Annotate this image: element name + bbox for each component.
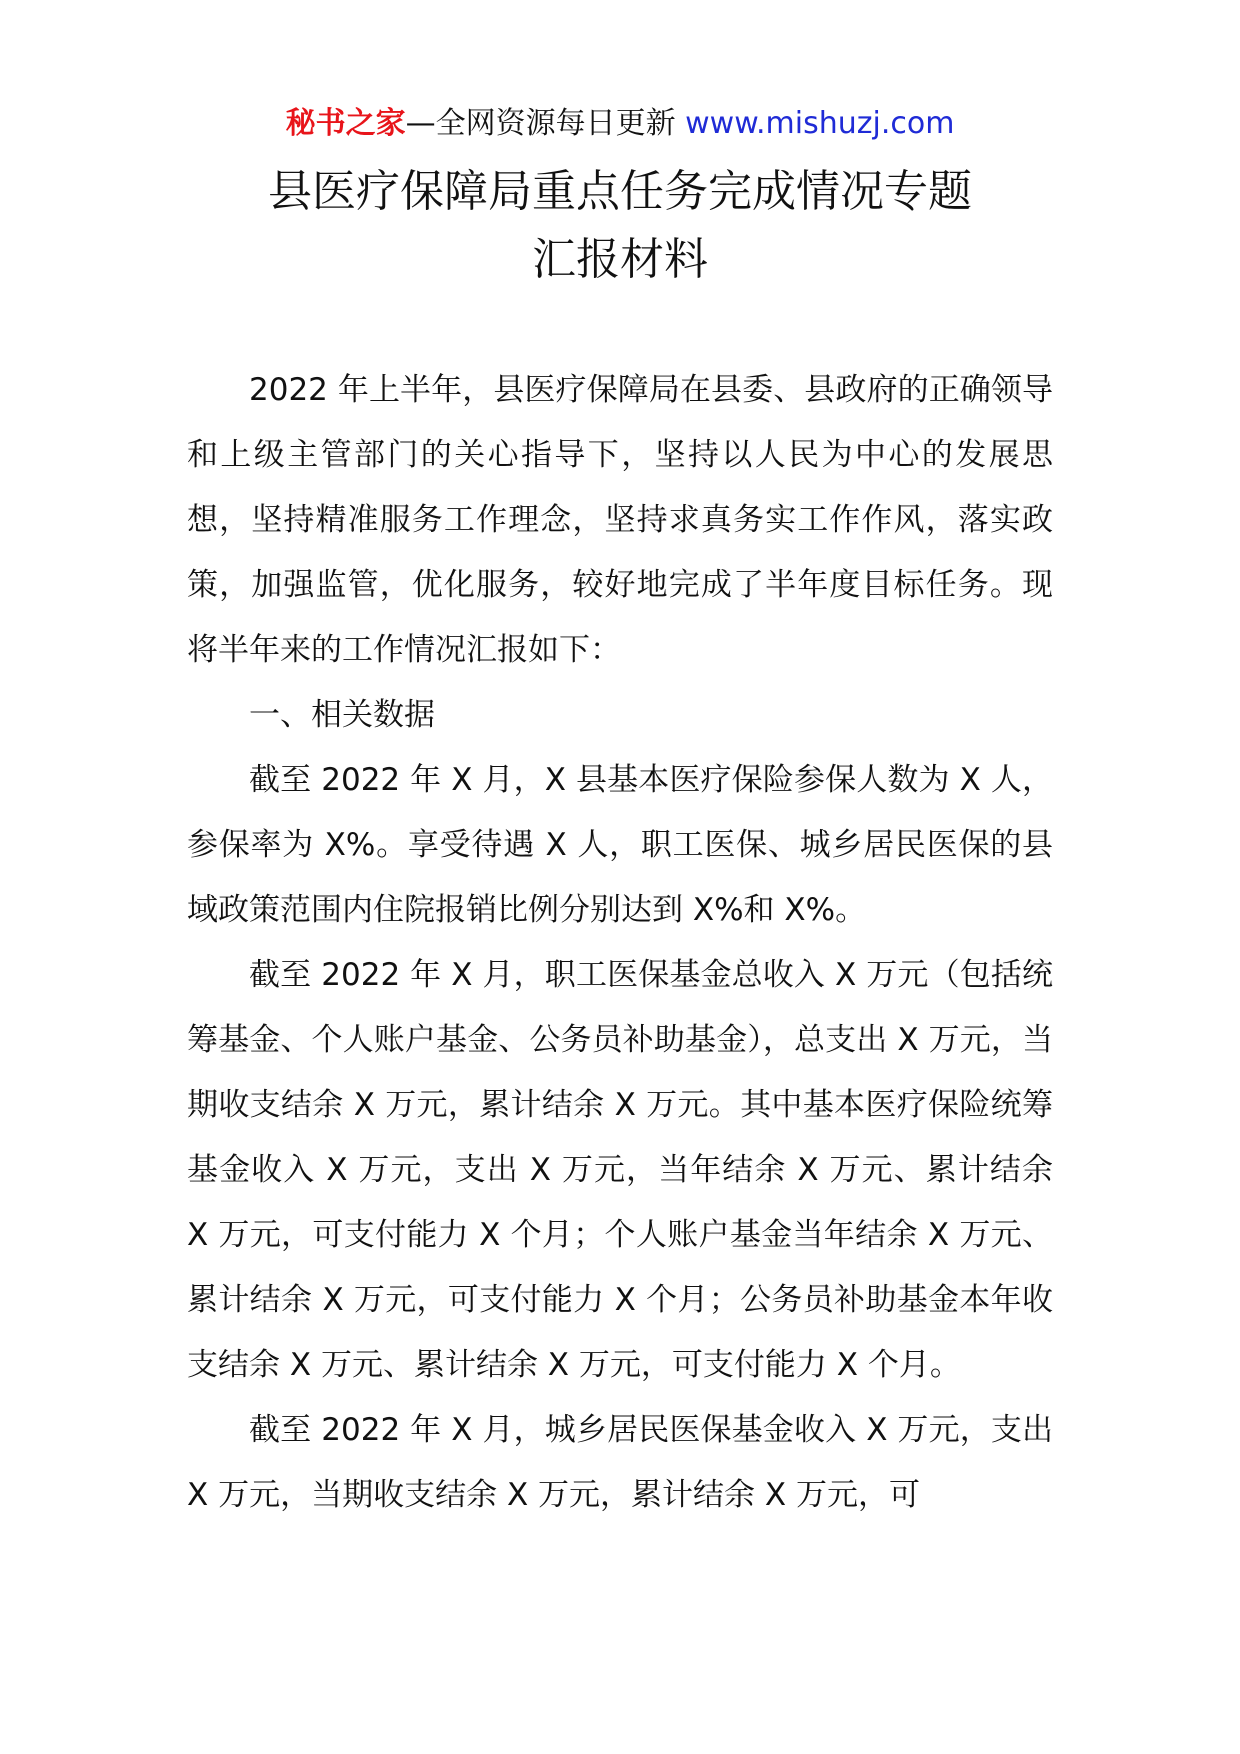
data-paragraph-2: 截至 2022 年 X 月，职工医保基金总收入 X 万元（包括统筹基金、个人账户基金、公务员补助基金），总支出 X 万元，当期收支结余 X 万元，累计结余 X 万元。其中基本医疗保险统筹基金收入 X 万元，支出 X 万元，当年结余 X 万元、累计结余 X 万元，可支付能力 X 个月；个人账户基金当年结余 X 万元、累计结余 X 万元，可支付能力 X 个月；公务员补助基金本年收支结余 X 万元、累计结余 X 万元，可支付能力 X 个月。 bbox=[187, 957, 1053, 1383]
title-line-1: 县医疗保障局重点任务完成情况专题 bbox=[268, 166, 972, 217]
data-paragraph-3: 截至 2022 年 X 月，城乡居民医保基金收入 X 万元，支出 X 万元，当期收支结余 X 万元，累计结余 X 万元，可 bbox=[187, 1412, 1053, 1513]
document-title bbox=[140, 158, 1100, 294]
document-body bbox=[187, 358, 1053, 1528]
intro-paragraph: 2022 年上半年，县医疗保障局在县委、县政府的正确领导和上级主管部门的关心指导下，坚持以人民为中心的发展思想，坚持精准服务工作理念，坚持求真务实工作作风，落实政策，加强监管，优化服务，较好地完成了半年度目标任务。现将半年来的工作情况汇报如下： bbox=[187, 372, 1053, 668]
section-heading: 一、相关数据 bbox=[249, 697, 435, 733]
site-url-link[interactable]: www.mishuzj.com bbox=[685, 106, 955, 141]
brand-name: 秘书之家 bbox=[285, 106, 406, 141]
header-tagline: —全网资源每日更新 bbox=[405, 106, 686, 141]
data-paragraph-1: 截至 2022 年 X 月，X 县基本医疗保险参保人数为 X 人，参保率为 X%。享受待遇 X 人，职工医保、城乡居民医保的县域政策范围内住院报销比例分别达到 X%和 X%。 bbox=[187, 762, 1053, 928]
title-line-2: 汇报材料 bbox=[532, 234, 708, 285]
watermark-header bbox=[0, 100, 1240, 148]
